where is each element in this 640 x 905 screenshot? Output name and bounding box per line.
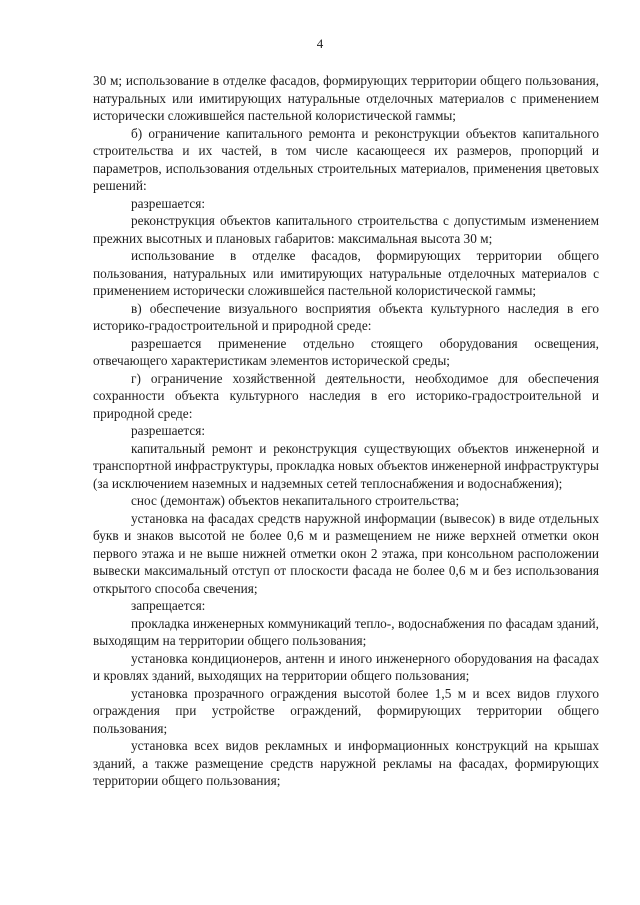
paragraph: разрешается: <box>131 195 206 211</box>
paragraph: б) ограничение капитального ремонта и реконструкции объектов капитального строительства и их частей, в том числе касающееся их размеров, пропорций и параметров, использования отдельных строительных материалов, применения цветовых решений: <box>93 125 599 193</box>
page-number: 4 <box>316 36 324 51</box>
paragraph: установка прозрачного ограждения высотой более 1,5 м и всех видов глухого ограждения при устройстве ограждений, формирующих территории общего пользования; <box>93 685 599 736</box>
paragraph: 30 м; использование в отделке фасадов, формирующих территории общего пользования, натуральных или имитирующих натуральные отделочных материалов с применением исторически сложившейся пастельной колористической гаммы; <box>93 73 599 123</box>
paragraph: запрещается: <box>131 598 206 613</box>
paragraph: использование в отделке фасадов, формирующих территории общего пользования, натуральных или имитирующих натуральные отделочных материалов с применением исторически сложившейся пастельной колористической гаммы; <box>93 248 599 298</box>
paragraph: г) ограничение хозяйственной деятельности, необходимое для обеспечения сохранности объекта культурного наследия в его историко-градостроительной и природной среде: <box>93 370 599 421</box>
paragraph: установка кондиционеров, антенн и иного инженерного оборудования на фасадах и кровлях зданий, выходящих на территории общего пользования; <box>93 650 599 683</box>
paragraph: разрешается: <box>131 423 206 438</box>
paragraph: снос (демонтаж) объектов некапитального строительства; <box>131 493 460 508</box>
paragraph: прокладка инженерных коммуникаций тепло-, водоснабжения по фасадам зданий, выходящим на территории общего пользования; <box>93 615 599 648</box>
paragraph: реконструкция объектов капитального строительства с допустимым изменением прежних высотных и плановых габаритов: максимальная высота 30 м; <box>93 213 599 246</box>
paragraph: разрешается применение отдельно стоящего оборудования освещения, отвечающего характеристикам элементов исторической среды; <box>93 335 599 368</box>
paragraph: капитальный ремонт и реконструкция существующих объектов инженерной и транспортной инфраструктуры, прокладка новых объектов инженерной инфраструктуры (за исключением наземных и надземных сетей теплоснабжения и водоснабжения); <box>93 440 599 491</box>
paragraph: установка всех видов рекламных и информационных конструкций на крышах зданий, а также размещение средств наружной рекламы на фасадах, формирующих территории общего пользования; <box>93 738 599 788</box>
document-body <box>93 72 599 790</box>
paragraph: установка на фасадах средств наружной информации (вывесок) в виде отдельных букв и знаков высотой не более 0,6 м и размещением не ниже верхней отметки окон первого этажа и не выше нижней отметки окон 2 этажа, при консольном расположении вывески максимальный отступ от плоскости фасада не более 0,6 м и без использования открытого способа свечения; <box>93 510 599 596</box>
paragraph: в) обеспечение визуального восприятия объекта культурного наследия в его историко-градостроительной и природной среде: <box>93 300 599 333</box>
